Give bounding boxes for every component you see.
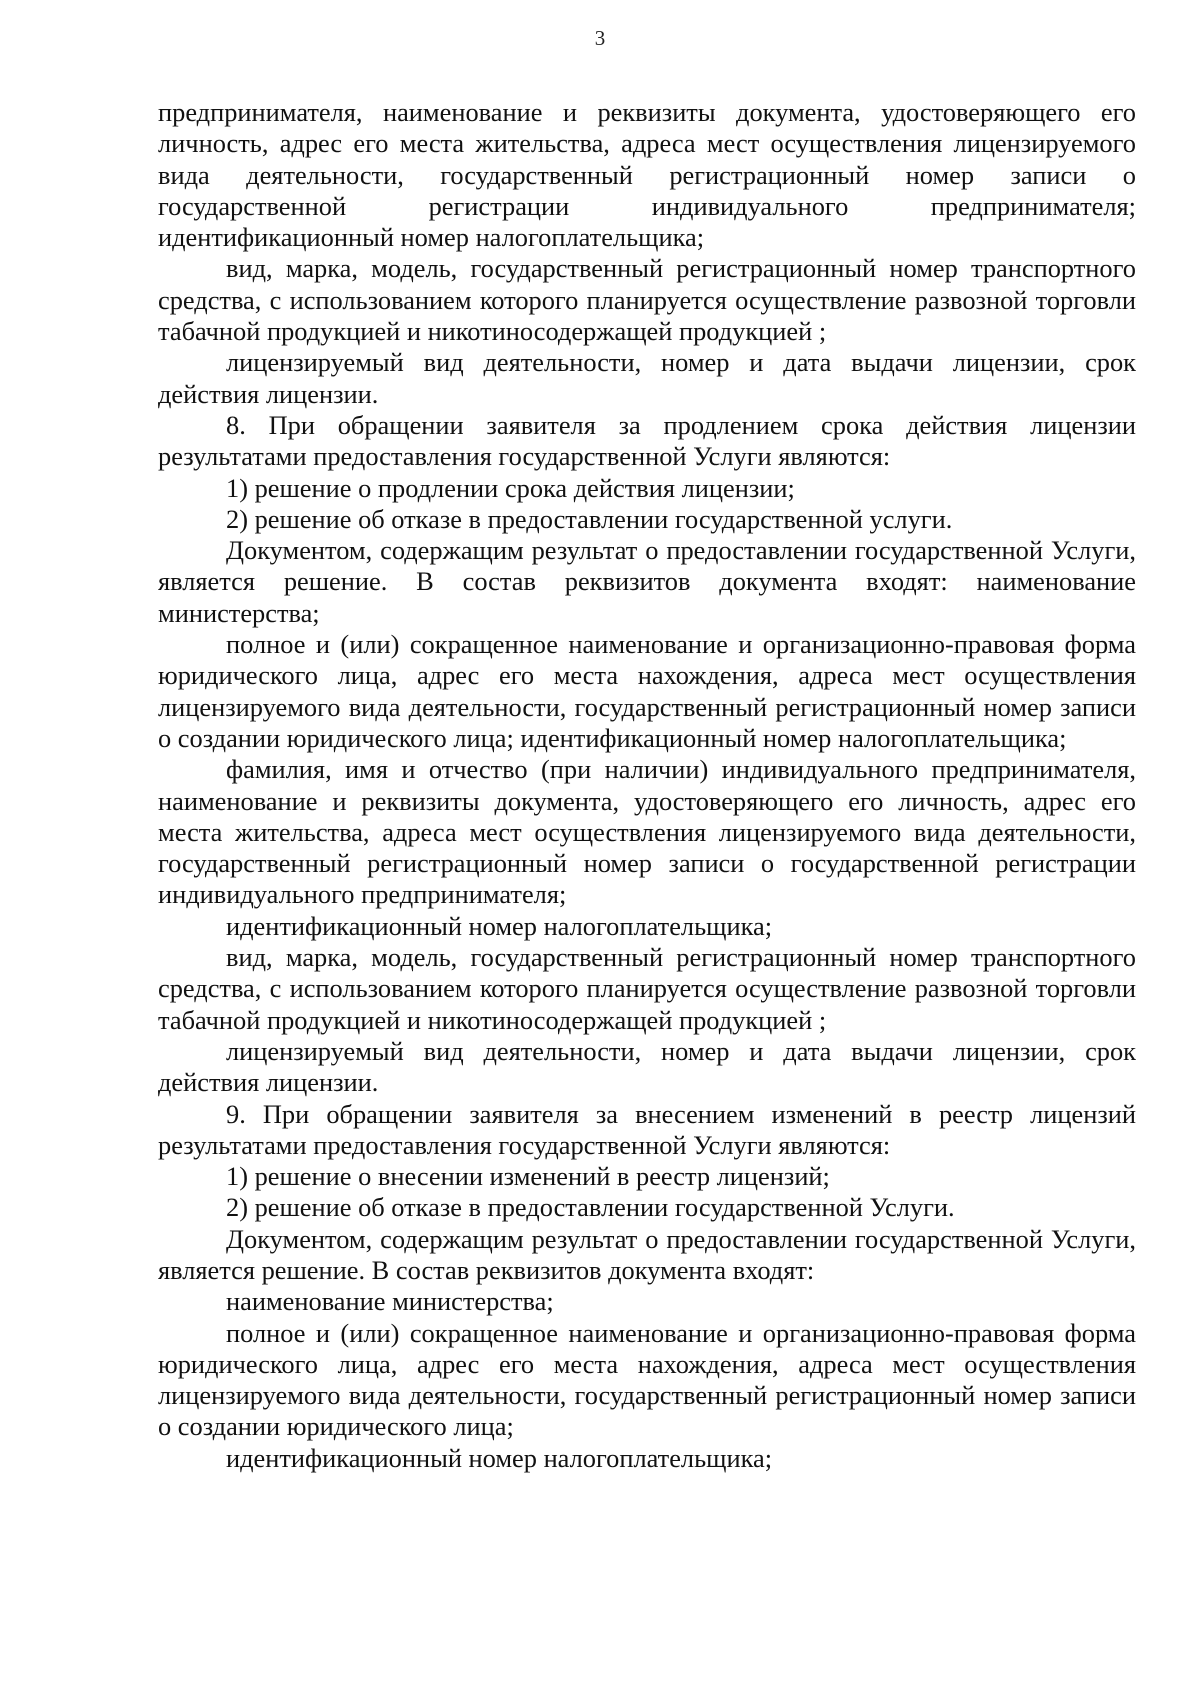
document-body bbox=[158, 97, 1136, 1474]
page-number: 3 bbox=[594, 26, 606, 50]
paragraph: полное и (или) сокращенное наименование и организационно-правовая форма юридического лица, адрес его места нахождения, адреса мест осуществления лицензируемого вида деятельности, государственный регистрационный номер записи о создании юридического лица; bbox=[158, 1317, 1136, 1442]
paragraph: лицензируемый вид деятельности, номер и дата выдачи лицензии, срок действия лицензии. bbox=[158, 347, 1136, 409]
paragraph: вид, марка, модель, государственный регистрационный номер транспортного средства, с использованием которого планируется осуществление развозной торговли табачной продукцией и никотиносодержащей продукцией ; bbox=[158, 253, 1136, 347]
paragraph: Документом, содержащим результат о предоставлении государственной Услуги, является решение. В состав реквизитов документа входят: bbox=[158, 1223, 1136, 1285]
paragraph: наименование министерства; bbox=[226, 1286, 554, 1317]
paragraph: фамилия, имя и отчество (при наличии) индивидуального предпринимателя, наименование и реквизиты документа, удостоверяющего его личность, адрес его места жительства, адреса мест осуществления лицензируемого вида деятельности, государственный регистрационный номер записи о государственной регистрации индивидуального предпринимателя; bbox=[158, 754, 1136, 910]
paragraph: идентификационный номер налогоплательщика; bbox=[226, 1442, 773, 1473]
paragraph: идентификационный номер налогоплательщика; bbox=[226, 910, 773, 941]
list-item: 1) решение о продлении срока действия лицензии; bbox=[226, 472, 795, 503]
list-item: 2) решение об отказе в предоставлении государственной Услуги. bbox=[226, 1192, 955, 1223]
paragraph: лицензируемый вид деятельности, номер и дата выдачи лицензии, срок действия лицензии. bbox=[158, 1035, 1136, 1098]
list-item: 2) решение об отказе в предоставлении государственной услуги. bbox=[226, 503, 953, 534]
section-8-heading: 8. При обращении заявителя за продлением срока действия лицензии результатами предоставления государственной Услуги являются: bbox=[158, 409, 1136, 472]
paragraph: полное и (или) сокращенное наименование и организационно-правовая форма юридического лица, адрес его места нахождения, адреса мест осуществления лицензируемого вида деятельности, государственный регистрационный номер записи о создании юридического лица; идентификационный номер налогоплательщика; bbox=[158, 629, 1136, 753]
paragraph: вид, марка, модель, государственный регистрационный номер транспортного средства, с использованием которого планируется осуществление развозной торговли табачной продукцией и никотиносодержащей продукцией ; bbox=[158, 942, 1136, 1035]
section-9-heading: 9. При обращении заявителя за внесением изменений в реестр лицензий результатами предоставления государственной Услуги являются: bbox=[158, 1098, 1136, 1160]
paragraph: Документом, содержащим результат о предоставлении государственной Услуги, является решение. В состав реквизитов документа входят: наименование министерства; bbox=[158, 535, 1136, 628]
list-item: 1) решение о внесении изменений в реестр лицензий; bbox=[226, 1161, 830, 1192]
paragraph: предпринимателя, наименование и реквизиты документа, удостоверяющего его личность, адрес его места жительства, адреса мест осуществления лицензируемого вида деятельности, государственный регистрационный номер записи о государственной регистрации индивидуального предпринимателя; идентификационный номер налогоплательщика; bbox=[158, 97, 1136, 253]
